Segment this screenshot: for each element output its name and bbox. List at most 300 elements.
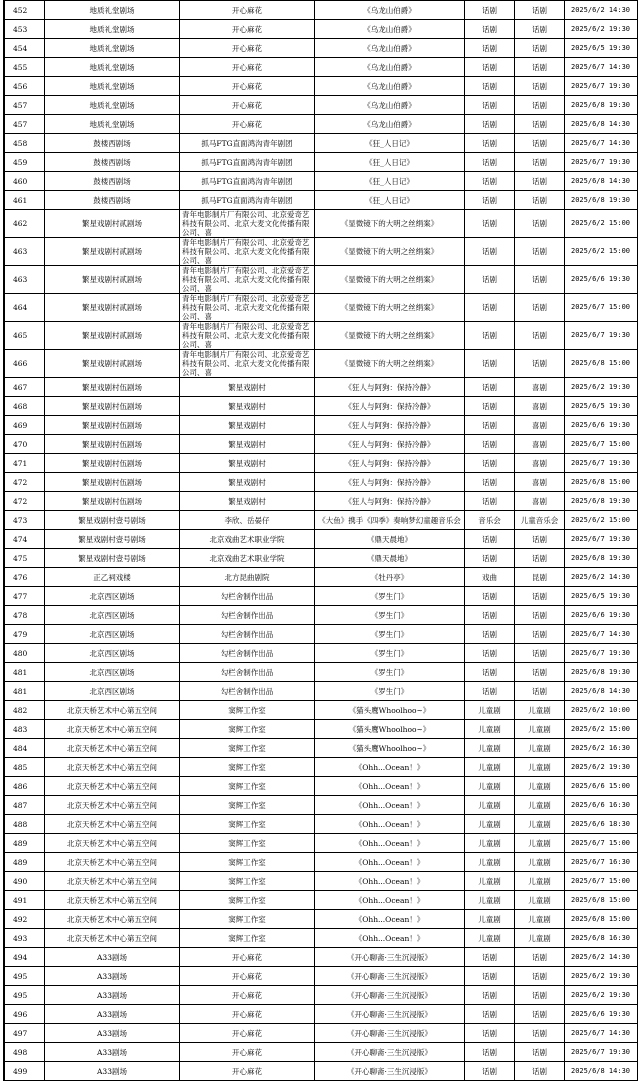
row-number-cell: 463 <box>5 238 45 266</box>
table-row <box>5 986 638 1005</box>
row-number-cell: 489 <box>5 853 45 872</box>
subcategory-cell: 话剧 <box>515 606 565 625</box>
category-cell: 话剧 <box>465 134 515 153</box>
category-cell: 话剧 <box>465 1062 515 1081</box>
table-row <box>5 435 638 454</box>
subcategory-cell: 儿童剧 <box>515 739 565 758</box>
subcategory-cell: 话剧 <box>515 39 565 58</box>
venue-cell: 地质礼堂剧场 <box>45 96 180 115</box>
subcategory-cell: 喜剧 <box>515 378 565 397</box>
subcategory-cell: 儿童剧 <box>515 701 565 720</box>
row-number-cell: 484 <box>5 739 45 758</box>
title-cell: 《狂人与阿狗：保持冷静》 <box>315 473 465 492</box>
datetime-cell: 2025/6/6 19:30 <box>565 416 638 435</box>
title-cell: 《罗生门》 <box>315 682 465 701</box>
organizer-cell: 繁星戏剧村 <box>180 435 315 454</box>
row-number-cell: 491 <box>5 891 45 910</box>
subcategory-cell: 话剧 <box>515 587 565 606</box>
title-cell: 《Ohh...Ocean！》 <box>315 777 465 796</box>
row-number-cell: 490 <box>5 872 45 891</box>
organizer-cell: 窦辉工作室 <box>180 758 315 777</box>
title-cell: 《开心聊斋·三生沉浸版》 <box>315 967 465 986</box>
venue-cell: 繁星戏剧村伍剧场 <box>45 473 180 492</box>
row-number-cell: 482 <box>5 701 45 720</box>
venue-cell: A33剧场 <box>45 1062 180 1081</box>
datetime-cell: 2025/6/2 16:30 <box>565 739 638 758</box>
datetime-cell: 2025/6/2 19:30 <box>565 967 638 986</box>
subcategory-cell: 话剧 <box>515 549 565 568</box>
datetime-cell: 2025/6/7 19:30 <box>565 77 638 96</box>
datetime-cell: 2025/6/2 10:00 <box>565 701 638 720</box>
category-cell: 儿童剧 <box>465 929 515 948</box>
subcategory-cell: 话剧 <box>515 967 565 986</box>
subcategory-cell: 话剧 <box>515 20 565 39</box>
category-cell: 话剧 <box>465 115 515 134</box>
venue-cell: 北京天桥艺术中心第五空间 <box>45 720 180 739</box>
table-row <box>5 929 638 948</box>
category-cell: 话剧 <box>465 210 515 238</box>
venue-cell: 北京西区剧场 <box>45 587 180 606</box>
category-cell: 话剧 <box>465 77 515 96</box>
datetime-cell: 2025/6/7 19:30 <box>565 454 638 473</box>
organizer-cell: 开心麻花 <box>180 58 315 77</box>
venue-cell: 繁星戏剧村贰剧场 <box>45 210 180 238</box>
title-cell: 《Ohh...Ocean！》 <box>315 891 465 910</box>
row-number-cell: 481 <box>5 663 45 682</box>
row-number-cell: 479 <box>5 625 45 644</box>
title-cell: 《开心聊斋·三生沉浸版》 <box>315 1024 465 1043</box>
table-row <box>5 853 638 872</box>
venue-cell: 地质礼堂剧场 <box>45 77 180 96</box>
organizer-cell: 窦辉工作室 <box>180 929 315 948</box>
category-cell: 儿童剧 <box>465 834 515 853</box>
table-body <box>5 1 638 1081</box>
title-cell: 《显微镜下的大明之丝绢案》 <box>315 322 465 350</box>
title-cell: 《Ohh...Ocean！》 <box>315 834 465 853</box>
row-number-cell: 478 <box>5 606 45 625</box>
venue-cell: 地质礼堂剧场 <box>45 20 180 39</box>
organizer-cell: 窦辉工作室 <box>180 777 315 796</box>
title-cell: 《Ohh...Ocean！》 <box>315 815 465 834</box>
organizer-cell: 抓马FTG直面鸿沟青年剧团 <box>180 153 315 172</box>
table-row <box>5 294 638 322</box>
table-row <box>5 416 638 435</box>
datetime-cell: 2025/6/6 19:30 <box>565 266 638 294</box>
venue-cell: 鼓楼西剧场 <box>45 153 180 172</box>
organizer-cell: 勾栏舍制作出品 <box>180 682 315 701</box>
subcategory-cell: 话剧 <box>515 663 565 682</box>
venue-cell: 北京西区剧场 <box>45 644 180 663</box>
subcategory-cell: 儿童剧 <box>515 834 565 853</box>
row-number-cell: 474 <box>5 530 45 549</box>
subcategory-cell: 话剧 <box>515 1062 565 1081</box>
category-cell: 儿童剧 <box>465 796 515 815</box>
table-row <box>5 172 638 191</box>
organizer-cell: 窦辉工作室 <box>180 834 315 853</box>
table-row <box>5 549 638 568</box>
datetime-cell: 2025/6/5 19:30 <box>565 39 638 58</box>
table-row <box>5 511 638 530</box>
row-number-cell: 458 <box>5 134 45 153</box>
venue-cell: 北京西区剧场 <box>45 663 180 682</box>
organizer-cell: 窦辉工作室 <box>180 701 315 720</box>
table-row <box>5 777 638 796</box>
datetime-cell: 2025/6/7 16:30 <box>565 853 638 872</box>
subcategory-cell: 话剧 <box>515 1005 565 1024</box>
organizer-cell: 窦辉工作室 <box>180 872 315 891</box>
subcategory-cell: 话剧 <box>515 238 565 266</box>
row-number-cell: 452 <box>5 1 45 20</box>
row-number-cell: 476 <box>5 568 45 587</box>
title-cell: 《乌龙山伯爵》 <box>315 1 465 20</box>
subcategory-cell: 儿童音乐会 <box>515 511 565 530</box>
datetime-cell: 2025/6/8 16:30 <box>565 929 638 948</box>
datetime-cell: 2025/6/6 16:30 <box>565 796 638 815</box>
title-cell: 《显微镜下的大明之丝绢案》 <box>315 294 465 322</box>
datetime-cell: 2025/6/8 15:00 <box>565 350 638 378</box>
category-cell: 话剧 <box>465 20 515 39</box>
category-cell: 戏曲 <box>465 568 515 587</box>
venue-cell: 鼓楼西剧场 <box>45 172 180 191</box>
table-row <box>5 815 638 834</box>
title-cell: 《猫头鹰Whoolhoo~》 <box>315 739 465 758</box>
title-cell: 《罗生门》 <box>315 663 465 682</box>
row-number-cell: 455 <box>5 58 45 77</box>
datetime-cell: 2025/6/8 19:30 <box>565 663 638 682</box>
category-cell: 话剧 <box>465 294 515 322</box>
organizer-cell: 青年电影制片厂有限公司、北京爱奇艺科技有限公司、北京大麦文化传播有限公司、喜 <box>180 294 315 322</box>
datetime-cell: 2025/6/2 14:30 <box>565 1 638 20</box>
organizer-cell: 窦辉工作室 <box>180 815 315 834</box>
category-cell: 儿童剧 <box>465 777 515 796</box>
title-cell: 《狂_人日记》 <box>315 134 465 153</box>
row-number-cell: 471 <box>5 454 45 473</box>
datetime-cell: 2025/6/7 14:30 <box>565 1024 638 1043</box>
category-cell: 音乐会 <box>465 511 515 530</box>
row-number-cell: 463 <box>5 266 45 294</box>
venue-cell: 地质礼堂剧场 <box>45 58 180 77</box>
title-cell: 《罗生门》 <box>315 644 465 663</box>
organizer-cell: 繁星戏剧村 <box>180 454 315 473</box>
datetime-cell: 2025/6/7 15:00 <box>565 435 638 454</box>
venue-cell: 繁星戏剧村贰剧场 <box>45 350 180 378</box>
venue-cell: 鼓楼西剧场 <box>45 191 180 210</box>
row-number-cell: 473 <box>5 511 45 530</box>
row-number-cell: 468 <box>5 397 45 416</box>
venue-cell: A33剧场 <box>45 948 180 967</box>
subcategory-cell: 喜剧 <box>515 454 565 473</box>
subcategory-cell: 话剧 <box>515 948 565 967</box>
organizer-cell: 繁星戏剧村 <box>180 473 315 492</box>
subcategory-cell: 话剧 <box>515 322 565 350</box>
venue-cell: 北京天桥艺术中心第五空间 <box>45 701 180 720</box>
datetime-cell: 2025/6/2 14:30 <box>565 568 638 587</box>
title-cell: 《开心聊斋·三生沉浸版》 <box>315 1062 465 1081</box>
organizer-cell: 开心麻花 <box>180 77 315 96</box>
row-number-cell: 498 <box>5 1043 45 1062</box>
title-cell: 《狂人与阿狗：保持冷静》 <box>315 492 465 511</box>
subcategory-cell: 话剧 <box>515 644 565 663</box>
category-cell: 话剧 <box>465 172 515 191</box>
venue-cell: 繁星戏剧村壹号剧场 <box>45 549 180 568</box>
datetime-cell: 2025/6/2 15:00 <box>565 210 638 238</box>
row-number-cell: 464 <box>5 294 45 322</box>
venue-cell: 繁星戏剧村伍剧场 <box>45 492 180 511</box>
subcategory-cell: 儿童剧 <box>515 758 565 777</box>
table-row <box>5 454 638 473</box>
table-row <box>5 663 638 682</box>
table-row <box>5 492 638 511</box>
subcategory-cell: 儿童剧 <box>515 910 565 929</box>
category-cell: 话剧 <box>465 1 515 20</box>
datetime-cell: 2025/6/2 14:30 <box>565 948 638 967</box>
category-cell: 话剧 <box>465 1005 515 1024</box>
venue-cell: 北京天桥艺术中心第五空间 <box>45 872 180 891</box>
subcategory-cell: 儿童剧 <box>515 720 565 739</box>
table-row <box>5 322 638 350</box>
table-row <box>5 115 638 134</box>
table-row <box>5 96 638 115</box>
title-cell: 《狂人与阿狗：保持冷静》 <box>315 416 465 435</box>
title-cell: 《Ohh...Ocean！》 <box>315 929 465 948</box>
table-row <box>5 568 638 587</box>
row-number-cell: 475 <box>5 549 45 568</box>
organizer-cell: 北方昆曲剧院 <box>180 568 315 587</box>
organizer-cell: 窦辉工作室 <box>180 739 315 758</box>
table-row <box>5 20 638 39</box>
table-row <box>5 606 638 625</box>
organizer-cell: 开心麻花 <box>180 1 315 20</box>
table-row <box>5 872 638 891</box>
table-row <box>5 397 638 416</box>
category-cell: 话剧 <box>465 266 515 294</box>
venue-cell: 北京天桥艺术中心第五空间 <box>45 758 180 777</box>
venue-cell: 北京西区剧场 <box>45 625 180 644</box>
table-row <box>5 530 638 549</box>
table-row <box>5 58 638 77</box>
category-cell: 话剧 <box>465 416 515 435</box>
title-cell: 《乌龙山伯爵》 <box>315 77 465 96</box>
venue-cell: 繁星戏剧村伍剧场 <box>45 397 180 416</box>
venue-cell: A33剧场 <box>45 1043 180 1062</box>
datetime-cell: 2025/6/2 19:30 <box>565 986 638 1005</box>
category-cell: 话剧 <box>465 350 515 378</box>
organizer-cell: 勾栏舍制作出品 <box>180 587 315 606</box>
category-cell: 话剧 <box>465 473 515 492</box>
organizer-cell: 抓马FTG直面鸿沟青年剧团 <box>180 134 315 153</box>
datetime-cell: 2025/6/7 19:30 <box>565 530 638 549</box>
venue-cell: A33剧场 <box>45 1005 180 1024</box>
subcategory-cell: 话剧 <box>515 625 565 644</box>
row-number-cell: 481 <box>5 682 45 701</box>
datetime-cell: 2025/6/8 19:30 <box>565 96 638 115</box>
subcategory-cell: 话剧 <box>515 153 565 172</box>
row-number-cell: 480 <box>5 644 45 663</box>
subcategory-cell: 话剧 <box>515 1024 565 1043</box>
table-row <box>5 967 638 986</box>
datetime-cell: 2025/6/7 15:00 <box>565 294 638 322</box>
category-cell: 话剧 <box>465 454 515 473</box>
organizer-cell: 开心麻花 <box>180 1043 315 1062</box>
venue-cell: 北京天桥艺术中心第五空间 <box>45 853 180 872</box>
organizer-cell: 抓马FTG直面鸿沟青年剧团 <box>180 172 315 191</box>
title-cell: 《乌龙山伯爵》 <box>315 39 465 58</box>
category-cell: 儿童剧 <box>465 853 515 872</box>
category-cell: 话剧 <box>465 58 515 77</box>
subcategory-cell: 话剧 <box>515 1 565 20</box>
datetime-cell: 2025/6/6 19:30 <box>565 1005 638 1024</box>
title-cell: 《显微镜下的大明之丝绢案》 <box>315 350 465 378</box>
subcategory-cell: 话剧 <box>515 1043 565 1062</box>
title-cell: 《狂_人日记》 <box>315 153 465 172</box>
organizer-cell: 青年电影制片厂有限公司、北京爱奇艺科技有限公司、北京大麦文化传播有限公司、喜 <box>180 238 315 266</box>
venue-cell: 繁星戏剧村壹号剧场 <box>45 511 180 530</box>
title-cell: 《鼎天晨地》 <box>315 530 465 549</box>
table-row <box>5 473 638 492</box>
row-number-cell: 454 <box>5 39 45 58</box>
venue-cell: 繁星戏剧村伍剧场 <box>45 416 180 435</box>
row-number-cell: 460 <box>5 172 45 191</box>
schedule-sheet <box>3 0 638 1081</box>
datetime-cell: 2025/6/2 15:00 <box>565 511 638 530</box>
subcategory-cell: 喜剧 <box>515 397 565 416</box>
title-cell: 《显微镜下的大明之丝绢案》 <box>315 266 465 294</box>
venue-cell: 正乙祠戏楼 <box>45 568 180 587</box>
title-cell: 《狂人与阿狗：保持冷静》 <box>315 378 465 397</box>
datetime-cell: 2025/6/7 15:00 <box>565 872 638 891</box>
venue-cell: 繁星戏剧村贰剧场 <box>45 322 180 350</box>
datetime-cell: 2025/6/2 15:00 <box>565 720 638 739</box>
row-number-cell: 465 <box>5 322 45 350</box>
venue-cell: 繁星戏剧村贰剧场 <box>45 294 180 322</box>
datetime-cell: 2025/6/8 19:30 <box>565 191 638 210</box>
subcategory-cell: 儿童剧 <box>515 796 565 815</box>
title-cell: 《狂_人日记》 <box>315 191 465 210</box>
subcategory-cell: 话剧 <box>515 115 565 134</box>
category-cell: 话剧 <box>465 967 515 986</box>
subcategory-cell: 儿童剧 <box>515 929 565 948</box>
organizer-cell: 窦辉工作室 <box>180 853 315 872</box>
venue-cell: 繁星戏剧村伍剧场 <box>45 378 180 397</box>
venue-cell: 繁星戏剧村伍剧场 <box>45 435 180 454</box>
category-cell: 话剧 <box>465 644 515 663</box>
venue-cell: 地质礼堂剧场 <box>45 115 180 134</box>
datetime-cell: 2025/6/7 14:30 <box>565 625 638 644</box>
table-row <box>5 625 638 644</box>
category-cell: 话剧 <box>465 682 515 701</box>
table-row <box>5 153 638 172</box>
table-row <box>5 910 638 929</box>
subcategory-cell: 话剧 <box>515 266 565 294</box>
organizer-cell: 开心麻花 <box>180 1005 315 1024</box>
organizer-cell: 勾栏舍制作出品 <box>180 625 315 644</box>
datetime-cell: 2025/6/2 19:30 <box>565 758 638 777</box>
category-cell: 话剧 <box>465 549 515 568</box>
title-cell: 《猫头鹰Whoolhoo~》 <box>315 720 465 739</box>
venue-cell: 繁星戏剧村伍剧场 <box>45 454 180 473</box>
organizer-cell: 繁星戏剧村 <box>180 397 315 416</box>
organizer-cell: 北京戏曲艺术职业学院 <box>180 530 315 549</box>
venue-cell: A33剧场 <box>45 1024 180 1043</box>
datetime-cell: 2025/6/8 19:30 <box>565 492 638 511</box>
venue-cell: 繁星戏剧村贰剧场 <box>45 266 180 294</box>
title-cell: 《罗生门》 <box>315 625 465 644</box>
datetime-cell: 2025/6/6 15:00 <box>565 777 638 796</box>
datetime-cell: 2025/6/2 19:30 <box>565 20 638 39</box>
table-row <box>5 682 638 701</box>
row-number-cell: 462 <box>5 210 45 238</box>
subcategory-cell: 儿童剧 <box>515 777 565 796</box>
subcategory-cell: 喜剧 <box>515 435 565 454</box>
subcategory-cell: 话剧 <box>515 350 565 378</box>
category-cell: 儿童剧 <box>465 815 515 834</box>
category-cell: 儿童剧 <box>465 739 515 758</box>
row-number-cell: 495 <box>5 986 45 1005</box>
category-cell: 话剧 <box>465 435 515 454</box>
table-row <box>5 238 638 266</box>
subcategory-cell: 话剧 <box>515 172 565 191</box>
venue-cell: A33剧场 <box>45 986 180 1005</box>
subcategory-cell: 儿童剧 <box>515 891 565 910</box>
organizer-cell: 开心麻花 <box>180 986 315 1005</box>
row-number-cell: 469 <box>5 416 45 435</box>
organizer-cell: 窦辉工作室 <box>180 796 315 815</box>
table-row <box>5 191 638 210</box>
organizer-cell: 开心麻花 <box>180 39 315 58</box>
row-number-cell: 477 <box>5 587 45 606</box>
row-number-cell: 472 <box>5 473 45 492</box>
datetime-cell: 2025/6/2 15:00 <box>565 238 638 266</box>
row-number-cell: 487 <box>5 796 45 815</box>
category-cell: 话剧 <box>465 492 515 511</box>
row-number-cell: 456 <box>5 77 45 96</box>
category-cell: 话剧 <box>465 986 515 1005</box>
venue-cell: 北京天桥艺术中心第五空间 <box>45 910 180 929</box>
datetime-cell: 2025/6/8 15:00 <box>565 910 638 929</box>
category-cell: 话剧 <box>465 153 515 172</box>
organizer-cell: 勾栏舍制作出品 <box>180 606 315 625</box>
subcategory-cell: 话剧 <box>515 530 565 549</box>
datetime-cell: 2025/6/7 14:30 <box>565 134 638 153</box>
subcategory-cell: 话剧 <box>515 191 565 210</box>
title-cell: 《开心聊斋·三生沉浸版》 <box>315 986 465 1005</box>
title-cell: 《Ohh...Ocean！》 <box>315 758 465 777</box>
subcategory-cell: 儿童剧 <box>515 853 565 872</box>
category-cell: 话剧 <box>465 587 515 606</box>
datetime-cell: 2025/6/8 14:30 <box>565 682 638 701</box>
table-row <box>5 720 638 739</box>
organizer-cell: 勾栏舍制作出品 <box>180 644 315 663</box>
title-cell: 《Ohh...Ocean！》 <box>315 910 465 929</box>
row-number-cell: 499 <box>5 1062 45 1081</box>
datetime-cell: 2025/6/7 19:30 <box>565 153 638 172</box>
row-number-cell: 457 <box>5 96 45 115</box>
table-row <box>5 796 638 815</box>
title-cell: 《狂人与阿狗：保持冷静》 <box>315 435 465 454</box>
datetime-cell: 2025/6/5 19:30 <box>565 397 638 416</box>
subcategory-cell: 喜剧 <box>515 492 565 511</box>
datetime-cell: 2025/6/7 14:30 <box>565 58 638 77</box>
table-row <box>5 77 638 96</box>
venue-cell: 北京天桥艺术中心第五空间 <box>45 929 180 948</box>
organizer-cell: 开心麻花 <box>180 115 315 134</box>
row-number-cell: 493 <box>5 929 45 948</box>
row-number-cell: 492 <box>5 910 45 929</box>
subcategory-cell: 话剧 <box>515 210 565 238</box>
row-number-cell: 489 <box>5 834 45 853</box>
table-row <box>5 701 638 720</box>
subcategory-cell: 话剧 <box>515 134 565 153</box>
